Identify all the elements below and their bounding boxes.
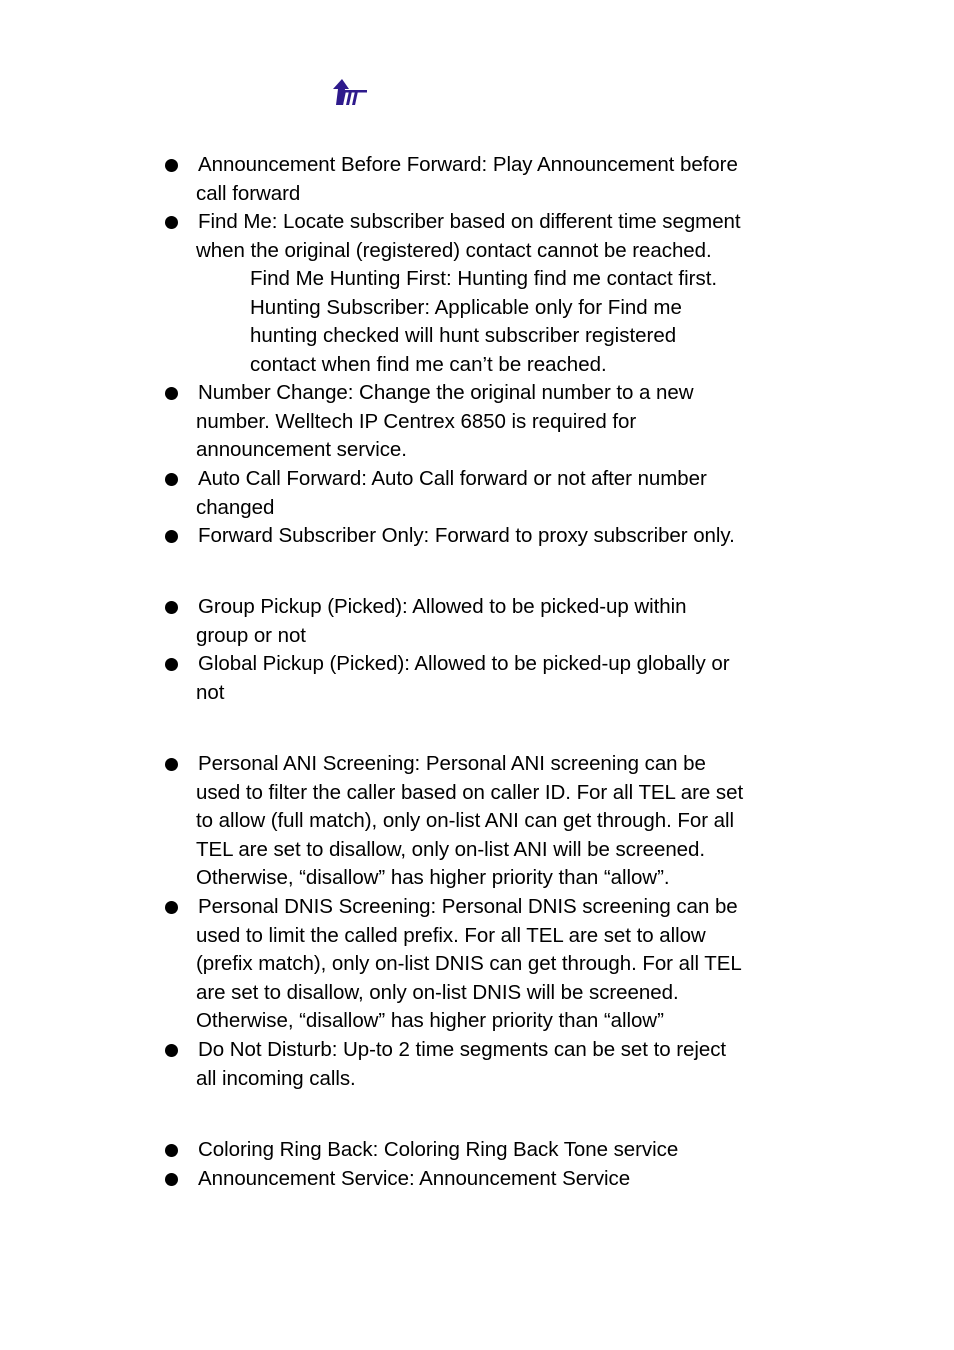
item-line: Announcement Before Forward: Play Announcement before — [198, 153, 738, 176]
list-item-coloring-ring-back — [196, 1136, 796, 1165]
list-item-global-pickup — [196, 650, 796, 707]
item-line: Otherwise, “disallow” has higher priority than “allow” — [196, 1009, 664, 1033]
item-line: when the original (registered) contact cannot be reached. — [196, 238, 712, 262]
subitem-line: hunting checked will hunt subscriber registered — [250, 324, 677, 348]
item-line: changed — [196, 495, 275, 519]
item-line: Auto Call Forward: Auto Call forward or not after number — [198, 467, 707, 490]
item-line: Otherwise, “disallow” has higher priority than “allow”. — [196, 866, 670, 890]
item-line: Personal ANI Screening: Personal ANI screening can be — [198, 752, 706, 775]
item-line: (prefix match), only on-list DNIS can get through. For all TEL — [196, 952, 742, 976]
item-line: announcement service. — [196, 438, 407, 462]
item-line: all incoming calls. — [196, 1066, 356, 1090]
list-item-forward-subscriber-only — [196, 522, 796, 551]
item-line: to allow (full match), only on-list ANI can get through. For all — [196, 809, 735, 833]
item-line: number. Welltech IP Centrex 6850 is required for — [196, 409, 637, 433]
welltech-logo-icon — [331, 77, 367, 107]
bullet-icon — [165, 1144, 178, 1157]
bullet-icon — [165, 216, 178, 229]
bullet-icon — [165, 530, 178, 543]
subitem-line: Hunting Subscriber: Applicable only for Find me — [250, 295, 682, 319]
item-line: Coloring Ring Back: Coloring Ring Back Tone service — [198, 1138, 679, 1161]
list-item-announcement-service — [196, 1165, 796, 1194]
list-item-auto-call-forward — [196, 465, 796, 522]
item-line: used to filter the caller based on caller ID. For all TEL are set — [196, 780, 744, 804]
bullet-icon — [165, 473, 178, 486]
item-line: Number Change: Change the original number to a new — [198, 381, 694, 404]
bullet-icon — [165, 601, 178, 614]
list-item-do-not-disturb — [196, 1036, 796, 1093]
item-line: are set to disallow, only on-list DNIS will be screened. — [196, 980, 679, 1004]
bullet-icon — [165, 1173, 178, 1186]
list-item-announcement-before-forward — [196, 151, 796, 208]
list-item-personal-dnis-screening — [196, 893, 796, 1036]
item-line: not — [196, 680, 225, 704]
item-line: Group Pickup (Picked): Allowed to be picked-up within — [198, 595, 687, 618]
item-line: used to limit the called prefix. For all TEL are set to allow — [196, 923, 706, 947]
item-line: Announcement Service: Announcement Service — [198, 1167, 631, 1190]
item-line: call forward — [196, 181, 301, 205]
list-item-personal-ani-screening — [196, 750, 796, 893]
find-me-subitems — [250, 265, 790, 379]
list-item-find-me — [196, 208, 796, 265]
item-line: group or not — [196, 623, 306, 647]
bullet-icon — [165, 159, 178, 172]
bullet-icon — [165, 387, 178, 400]
item-line: Global Pickup (Picked): Allowed to be picked-up globally or — [198, 652, 730, 675]
bullet-icon — [165, 1044, 178, 1057]
subitem-line: Find Me Hunting First: Hunting find me contact first. — [250, 267, 718, 290]
list-item-number-change — [196, 379, 796, 465]
item-line: Forward Subscriber Only: Forward to proxy subscriber only. — [198, 524, 735, 547]
bullet-icon — [165, 758, 178, 771]
subitem-line: contact when find me can’t be reached. — [250, 352, 607, 376]
list-item-group-pickup — [196, 593, 796, 650]
item-line: Personal DNIS Screening: Personal DNIS screening can be — [198, 895, 738, 918]
bullet-icon — [165, 658, 178, 671]
item-line: TEL are set to disallow, only on-list ANI will be screened. — [196, 837, 706, 861]
bullet-icon — [165, 901, 178, 914]
item-line: Do Not Disturb: Up-to 2 time segments can be set to reject — [198, 1038, 727, 1061]
item-line: Find Me: Locate subscriber based on different time segment — [198, 210, 741, 233]
